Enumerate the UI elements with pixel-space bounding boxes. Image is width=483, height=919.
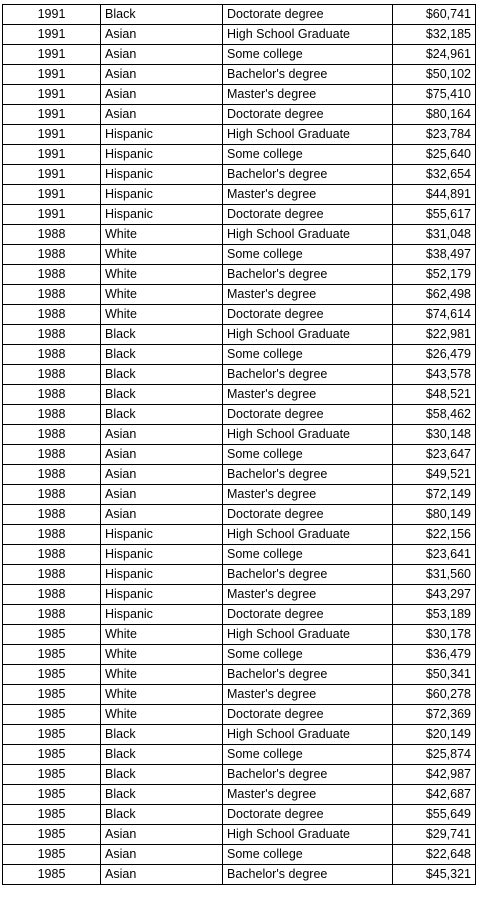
table-row: [3, 505, 476, 525]
table-row: [3, 445, 476, 465]
cell-race[interactable]: White: [101, 645, 223, 665]
cell-income[interactable]: $50,102: [393, 65, 476, 85]
cell-year[interactable]: 1988: [3, 405, 101, 425]
cell-education[interactable]: High School Graduate: [223, 125, 393, 145]
cell-education[interactable]: Doctorate degree: [223, 5, 393, 25]
cell-income[interactable]: $74,614: [393, 305, 476, 325]
cell-year[interactable]: 1985: [3, 685, 101, 705]
cell-race[interactable]: Black: [101, 785, 223, 805]
cell-race[interactable]: Black: [101, 5, 223, 25]
table-row: [3, 245, 476, 265]
table-row: [3, 685, 476, 705]
cell-income[interactable]: $43,578: [393, 365, 476, 385]
cell-income[interactable]: $22,981: [393, 325, 476, 345]
cell-education[interactable]: High School Graduate: [223, 725, 393, 745]
cell-education[interactable]: High School Graduate: [223, 825, 393, 845]
cell-education[interactable]: Doctorate degree: [223, 805, 393, 825]
table-row: [3, 25, 476, 45]
table-row: [3, 405, 476, 425]
table-row: [3, 525, 476, 545]
cell-year[interactable]: 1985: [3, 625, 101, 645]
cell-education[interactable]: High School Graduate: [223, 425, 393, 445]
cell-year[interactable]: 1988: [3, 525, 101, 545]
table-row: [3, 865, 476, 885]
cell-income[interactable]: $42,987: [393, 765, 476, 785]
cell-education[interactable]: Doctorate degree: [223, 505, 393, 525]
cell-education[interactable]: Bachelor's degree: [223, 565, 393, 585]
cell-year[interactable]: 1991: [3, 85, 101, 105]
cell-race[interactable]: Asian: [101, 85, 223, 105]
cell-year[interactable]: 1988: [3, 285, 101, 305]
cell-race[interactable]: Asian: [101, 65, 223, 85]
cell-race[interactable]: Asian: [101, 465, 223, 485]
cell-income[interactable]: $32,654: [393, 165, 476, 185]
table-row: [3, 545, 476, 565]
table-row: [3, 605, 476, 625]
cell-education[interactable]: Master's degree: [223, 385, 393, 405]
cell-income[interactable]: $38,497: [393, 245, 476, 265]
table-row: [3, 45, 476, 65]
cell-education[interactable]: High School Graduate: [223, 25, 393, 45]
cell-education[interactable]: Some college: [223, 145, 393, 165]
cell-income[interactable]: $60,278: [393, 685, 476, 705]
table-row: [3, 365, 476, 385]
cell-income[interactable]: $23,641: [393, 545, 476, 565]
table-row: [3, 125, 476, 145]
cell-race[interactable]: Hispanic: [101, 205, 223, 225]
cell-income[interactable]: $75,410: [393, 85, 476, 105]
cell-income[interactable]: $45,321: [393, 865, 476, 885]
cell-education[interactable]: Some college: [223, 45, 393, 65]
cell-race[interactable]: Black: [101, 765, 223, 785]
table-row: [3, 165, 476, 185]
data-table: [2, 4, 476, 885]
cell-income[interactable]: $50,341: [393, 665, 476, 685]
table-row: [3, 585, 476, 605]
cell-race[interactable]: White: [101, 665, 223, 685]
cell-education[interactable]: Bachelor's degree: [223, 365, 393, 385]
cell-education[interactable]: Doctorate degree: [223, 305, 393, 325]
cell-race[interactable]: White: [101, 245, 223, 265]
cell-income[interactable]: $55,617: [393, 205, 476, 225]
cell-year[interactable]: 1985: [3, 865, 101, 885]
table-row: [3, 705, 476, 725]
table-body: [3, 5, 476, 885]
cell-education[interactable]: Bachelor's degree: [223, 165, 393, 185]
cell-year[interactable]: 1988: [3, 545, 101, 565]
cell-year[interactable]: 1985: [3, 825, 101, 845]
cell-race[interactable]: Asian: [101, 865, 223, 885]
cell-income[interactable]: $80,149: [393, 505, 476, 525]
table-row: [3, 425, 476, 445]
cell-income[interactable]: $20,149: [393, 725, 476, 745]
cell-race[interactable]: Black: [101, 345, 223, 365]
cell-race[interactable]: Hispanic: [101, 565, 223, 585]
cell-education[interactable]: Bachelor's degree: [223, 465, 393, 485]
cell-race[interactable]: Hispanic: [101, 185, 223, 205]
cell-year[interactable]: 1991: [3, 185, 101, 205]
cell-year[interactable]: 1991: [3, 145, 101, 165]
cell-income[interactable]: $30,148: [393, 425, 476, 445]
table-row: [3, 385, 476, 405]
cell-race[interactable]: Black: [101, 725, 223, 745]
cell-income[interactable]: $23,784: [393, 125, 476, 145]
cell-year[interactable]: 1988: [3, 605, 101, 625]
cell-year[interactable]: 1991: [3, 125, 101, 145]
cell-income[interactable]: $72,149: [393, 485, 476, 505]
cell-income[interactable]: $31,048: [393, 225, 476, 245]
cell-education[interactable]: Doctorate degree: [223, 705, 393, 725]
cell-race[interactable]: Asian: [101, 425, 223, 445]
table-row: [3, 825, 476, 845]
cell-year[interactable]: 1985: [3, 805, 101, 825]
cell-education[interactable]: Some college: [223, 245, 393, 265]
table-row: [3, 465, 476, 485]
cell-race[interactable]: Hispanic: [101, 605, 223, 625]
cell-year[interactable]: 1988: [3, 265, 101, 285]
cell-income[interactable]: $72,369: [393, 705, 476, 725]
cell-education[interactable]: High School Graduate: [223, 625, 393, 645]
cell-year[interactable]: 1988: [3, 225, 101, 245]
cell-race[interactable]: Black: [101, 805, 223, 825]
cell-income[interactable]: $42,687: [393, 785, 476, 805]
table-row: [3, 305, 476, 325]
cell-year[interactable]: 1985: [3, 745, 101, 765]
cell-year[interactable]: 1988: [3, 385, 101, 405]
cell-income[interactable]: $52,179: [393, 265, 476, 285]
cell-year[interactable]: 1988: [3, 365, 101, 385]
cell-race[interactable]: White: [101, 705, 223, 725]
cell-income[interactable]: $43,297: [393, 585, 476, 605]
cell-income[interactable]: $55,649: [393, 805, 476, 825]
table-row: [3, 325, 476, 345]
cell-race[interactable]: Black: [101, 405, 223, 425]
table-row: [3, 345, 476, 365]
cell-year[interactable]: 1988: [3, 585, 101, 605]
cell-education[interactable]: Some college: [223, 445, 393, 465]
table-row: [3, 485, 476, 505]
cell-year[interactable]: 1991: [3, 105, 101, 125]
cell-year[interactable]: 1985: [3, 645, 101, 665]
table-row: [3, 665, 476, 685]
cell-race[interactable]: Asian: [101, 45, 223, 65]
cell-income[interactable]: $25,874: [393, 745, 476, 765]
cell-race[interactable]: Asian: [101, 445, 223, 465]
table-row: [3, 725, 476, 745]
cell-race[interactable]: White: [101, 285, 223, 305]
table-row: [3, 805, 476, 825]
cell-income[interactable]: $32,185: [393, 25, 476, 45]
cell-race[interactable]: Hispanic: [101, 145, 223, 165]
cell-race[interactable]: Black: [101, 385, 223, 405]
cell-education[interactable]: High School Graduate: [223, 525, 393, 545]
cell-income[interactable]: $25,640: [393, 145, 476, 165]
cell-education[interactable]: Master's degree: [223, 585, 393, 605]
cell-education[interactable]: High School Graduate: [223, 325, 393, 345]
cell-income[interactable]: $58,462: [393, 405, 476, 425]
cell-income[interactable]: $24,961: [393, 45, 476, 65]
cell-education[interactable]: Master's degree: [223, 85, 393, 105]
cell-year[interactable]: 1985: [3, 765, 101, 785]
cell-race[interactable]: Hispanic: [101, 165, 223, 185]
cell-income[interactable]: $44,891: [393, 185, 476, 205]
cell-year[interactable]: 1988: [3, 305, 101, 325]
cell-income[interactable]: $49,521: [393, 465, 476, 485]
table-row: [3, 65, 476, 85]
cell-race[interactable]: White: [101, 305, 223, 325]
cell-race[interactable]: Hispanic: [101, 545, 223, 565]
table-row: [3, 205, 476, 225]
cell-year[interactable]: 1991: [3, 165, 101, 185]
cell-race[interactable]: White: [101, 625, 223, 645]
table-row: [3, 765, 476, 785]
cell-education[interactable]: Bachelor's degree: [223, 65, 393, 85]
cell-race[interactable]: Hispanic: [101, 125, 223, 145]
cell-year[interactable]: 1988: [3, 445, 101, 465]
table-row: [3, 265, 476, 285]
cell-education[interactable]: Bachelor's degree: [223, 665, 393, 685]
table-row: [3, 845, 476, 865]
cell-year[interactable]: 1988: [3, 325, 101, 345]
table-row: [3, 145, 476, 165]
cell-income[interactable]: $22,156: [393, 525, 476, 545]
cell-race[interactable]: Asian: [101, 105, 223, 125]
cell-education[interactable]: Master's degree: [223, 185, 393, 205]
cell-education[interactable]: Some college: [223, 845, 393, 865]
cell-race[interactable]: Asian: [101, 505, 223, 525]
cell-education[interactable]: Doctorate degree: [223, 105, 393, 125]
cell-education[interactable]: Doctorate degree: [223, 405, 393, 425]
cell-race[interactable]: Asian: [101, 485, 223, 505]
cell-income[interactable]: $26,479: [393, 345, 476, 365]
cell-education[interactable]: Doctorate degree: [223, 205, 393, 225]
cell-education[interactable]: Doctorate degree: [223, 605, 393, 625]
cell-race[interactable]: White: [101, 685, 223, 705]
cell-income[interactable]: $62,498: [393, 285, 476, 305]
cell-year[interactable]: 1991: [3, 5, 101, 25]
cell-education[interactable]: High School Graduate: [223, 225, 393, 245]
cell-year[interactable]: 1988: [3, 345, 101, 365]
table-row: [3, 645, 476, 665]
cell-year[interactable]: 1985: [3, 705, 101, 725]
cell-income[interactable]: $53,189: [393, 605, 476, 625]
cell-year[interactable]: 1988: [3, 465, 101, 485]
cell-education[interactable]: Master's degree: [223, 485, 393, 505]
cell-year[interactable]: 1988: [3, 425, 101, 445]
cell-education[interactable]: Some college: [223, 545, 393, 565]
cell-year[interactable]: 1985: [3, 665, 101, 685]
table-row: [3, 785, 476, 805]
cell-race[interactable]: Black: [101, 325, 223, 345]
cell-year[interactable]: 1991: [3, 25, 101, 45]
cell-year[interactable]: 1988: [3, 485, 101, 505]
table-row: [3, 565, 476, 585]
table-row: [3, 5, 476, 25]
table-row: [3, 625, 476, 645]
cell-year[interactable]: 1985: [3, 845, 101, 865]
cell-year[interactable]: 1988: [3, 565, 101, 585]
cell-race[interactable]: Black: [101, 745, 223, 765]
cell-education[interactable]: Bachelor's degree: [223, 765, 393, 785]
cell-year[interactable]: 1985: [3, 725, 101, 745]
table-row: [3, 745, 476, 765]
cell-race[interactable]: Black: [101, 365, 223, 385]
cell-education[interactable]: Master's degree: [223, 285, 393, 305]
cell-income[interactable]: $22,648: [393, 845, 476, 865]
cell-income[interactable]: $31,560: [393, 565, 476, 585]
cell-race[interactable]: Hispanic: [101, 585, 223, 605]
cell-year[interactable]: 1985: [3, 785, 101, 805]
cell-income[interactable]: $29,741: [393, 825, 476, 845]
cell-year[interactable]: 1991: [3, 65, 101, 85]
cell-education[interactable]: Some college: [223, 645, 393, 665]
table-row: [3, 285, 476, 305]
cell-income[interactable]: $36,479: [393, 645, 476, 665]
cell-race[interactable]: Asian: [101, 25, 223, 45]
cell-income[interactable]: $80,164: [393, 105, 476, 125]
table-row: [3, 185, 476, 205]
table-row: [3, 105, 476, 125]
cell-race[interactable]: Hispanic: [101, 525, 223, 545]
cell-education[interactable]: Some college: [223, 745, 393, 765]
cell-education[interactable]: Bachelor's degree: [223, 265, 393, 285]
cell-year[interactable]: 1991: [3, 45, 101, 65]
cell-race[interactable]: Asian: [101, 825, 223, 845]
cell-education[interactable]: Master's degree: [223, 785, 393, 805]
table-row: [3, 85, 476, 105]
cell-race[interactable]: White: [101, 265, 223, 285]
cell-year[interactable]: 1991: [3, 205, 101, 225]
cell-education[interactable]: Master's degree: [223, 685, 393, 705]
cell-income[interactable]: $30,178: [393, 625, 476, 645]
cell-race[interactable]: Asian: [101, 845, 223, 865]
cell-education[interactable]: Some college: [223, 345, 393, 365]
cell-income[interactable]: $23,647: [393, 445, 476, 465]
cell-income[interactable]: $60,741: [393, 5, 476, 25]
cell-education[interactable]: Bachelor's degree: [223, 865, 393, 885]
cell-year[interactable]: 1988: [3, 505, 101, 525]
table-row: [3, 225, 476, 245]
cell-race[interactable]: White: [101, 225, 223, 245]
cell-income[interactable]: $48,521: [393, 385, 476, 405]
cell-year[interactable]: 1988: [3, 245, 101, 265]
